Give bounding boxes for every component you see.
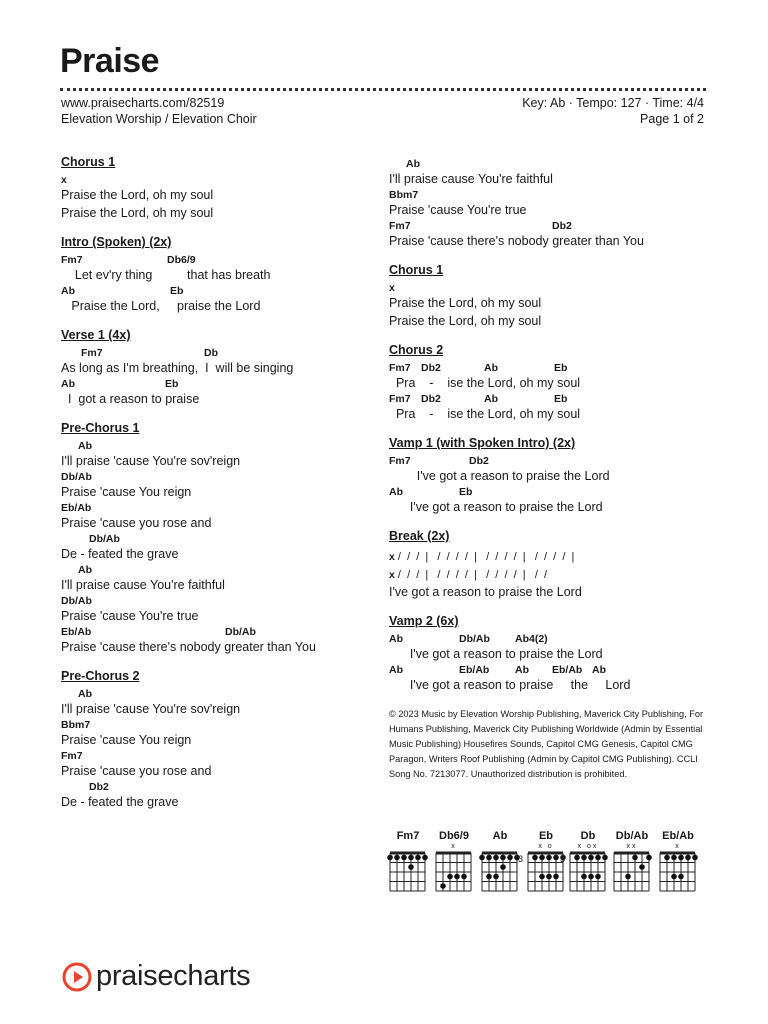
finger-dot: [581, 874, 587, 880]
chord-symbol: Db2: [89, 781, 109, 793]
section-break: [389, 529, 709, 600]
fret-number: 3: [560, 854, 566, 864]
chord-symbol: Db2: [421, 362, 441, 374]
finger-dot: [685, 855, 691, 861]
chord-diagram-name: Fm7: [396, 830, 420, 842]
fret-number: 3: [518, 854, 524, 864]
chord-lyric-line: [61, 378, 371, 407]
finger-dot: [539, 855, 545, 861]
finger-dot: [447, 874, 453, 880]
chord-diagram-name: Eb/Ab: [662, 830, 694, 842]
finger-dot: [408, 855, 414, 861]
chord-row: [389, 189, 709, 202]
string-marks: x ox: [577, 843, 599, 850]
chord-lyric-line: [61, 471, 371, 500]
finger-dot: [692, 855, 698, 861]
section-title: Chorus 1: [389, 263, 444, 277]
lyric-line: Praise 'cause You're true: [389, 203, 527, 217]
pre-chorus-2-continued: [389, 158, 709, 249]
chord-diagram: [560, 830, 610, 900]
lyric-line: Praise the Lord, praise the Lord: [61, 299, 261, 313]
finger-dot: [678, 855, 684, 861]
chord-lyric-line: [61, 440, 371, 469]
chord-symbol: Eb: [170, 285, 184, 297]
finger-dot: [415, 855, 421, 861]
section-title: Intro (Spoken) (2x): [61, 235, 172, 249]
finger-dot: [507, 855, 513, 861]
lyric-line: Praise 'cause you rose and: [61, 516, 212, 530]
section-title: Break (2x): [389, 529, 450, 543]
chord-diagram: [610, 830, 654, 900]
chord-diagram-icon: [432, 851, 474, 895]
string-marks: x o: [538, 843, 554, 850]
chord-symbol: Db2: [552, 220, 572, 232]
praisecharts-logo[interactable]: [62, 960, 250, 993]
chord-lyric-line: [61, 347, 371, 376]
chord-symbol: Db2: [421, 393, 441, 405]
chord-diagram-name: Eb: [538, 830, 554, 842]
finger-dot: [546, 874, 552, 880]
chord-row: [61, 626, 371, 639]
lyric-line: De - feated the grave: [61, 795, 179, 809]
section-vamp-2: [389, 614, 709, 693]
lyric-line: Praise the Lord, oh my soul: [389, 314, 542, 328]
finger-dot: [401, 855, 407, 861]
string-marks: xx: [626, 843, 638, 850]
finger-dot: [588, 874, 594, 880]
song-section: [61, 328, 371, 407]
lyric-line: Praise 'cause You reign: [61, 485, 192, 499]
chord-symbol: Bbm7: [389, 189, 419, 201]
lyric-line: Praise the Lord, oh my soul: [61, 188, 214, 202]
finger-dot: [500, 855, 506, 861]
play-logo-icon: [62, 962, 92, 992]
lyric-line: Praise the Lord, oh my soul: [389, 296, 542, 310]
chord-row: [389, 455, 709, 468]
finger-dot: [671, 855, 677, 861]
chord-lyric-line: [61, 750, 371, 779]
finger-dot: [553, 874, 559, 880]
chord-symbol: Ab: [78, 688, 92, 700]
finger-dot: [422, 855, 428, 861]
lyric-line: I've got a reason to praise the Lord: [389, 469, 610, 483]
title-divider: [60, 88, 706, 91]
chord-lyric-line: [61, 533, 371, 562]
chord-row: [61, 502, 371, 515]
lyric-line: Pra - ise the Lord, oh my soul: [389, 376, 581, 390]
chord-diagram: [386, 830, 430, 900]
chord-symbol: Eb: [459, 486, 473, 498]
page-number: Page 1 of 2: [640, 112, 704, 126]
chord-lyric-line: [61, 502, 371, 531]
chord-row: [389, 393, 709, 406]
string-marks: [386, 843, 430, 851]
chord-lyric-line: [389, 220, 709, 249]
chord-symbol: Bbm7: [61, 719, 91, 731]
key-tempo-time: Key: Ab · Tempo: 127 · Time: 4/4: [522, 96, 704, 110]
finger-dot: [646, 855, 652, 861]
chord-row: [61, 533, 371, 546]
chord-symbol: Ab: [484, 393, 498, 405]
finger-dot: [671, 874, 677, 880]
finger-dot: [479, 855, 485, 861]
chord-symbol: Ab: [406, 158, 420, 170]
song-section: [61, 235, 371, 314]
song-section: [61, 421, 371, 655]
chord-row: [389, 362, 709, 375]
finger-dot: [461, 874, 467, 880]
chord-diagram-name: Db6/9: [439, 830, 469, 842]
chord-symbol: Db: [204, 347, 218, 359]
lyric-line: Pra - ise the Lord, oh my soul: [389, 407, 581, 421]
chord-symbol: Ab: [389, 486, 403, 498]
chord-row: [389, 633, 709, 646]
song-section: [389, 343, 709, 422]
finger-dot: [486, 855, 492, 861]
chord-lyric-line: [389, 486, 709, 515]
chord-symbol: Fm7: [81, 347, 103, 359]
chord-symbol: Eb: [165, 378, 179, 390]
lyric-line: I've got a reason to praise the Lord: [389, 585, 582, 599]
lyric-line: I've got a reason to praise the Lord: [389, 647, 603, 661]
song-title: Praise: [60, 42, 160, 80]
chord-row: [61, 174, 371, 187]
chord-diagram-name: Db: [580, 830, 596, 842]
finger-dot: [553, 855, 559, 861]
lyric-line: Praise the Lord, oh my soul: [61, 206, 214, 220]
chord-symbol: Fm7: [389, 362, 411, 374]
section-title: Vamp 2 (6x): [389, 614, 459, 628]
finger-dot: [500, 864, 506, 870]
chord-row: [389, 664, 709, 677]
finger-dot: [595, 855, 601, 861]
finger-dot: [493, 874, 499, 880]
chord-symbol: Ab: [78, 440, 92, 452]
chord-symbol: Db/Ab: [459, 633, 490, 645]
chord-diagram: [432, 830, 476, 900]
lyric-line: I've got a reason to praise the Lord: [389, 500, 603, 514]
source-url[interactable]: www.praisecharts.com/82519: [61, 96, 225, 110]
chord-symbol: Eb/Ab: [459, 664, 490, 676]
lyric-line: I'll praise cause You're faithful: [61, 578, 225, 592]
logo-text: praisecharts: [96, 960, 251, 992]
section-title: Pre-Chorus 1: [61, 421, 140, 435]
lyric-line: Praise 'cause there's nobody greater than You: [61, 640, 316, 654]
lyric-line: I'll praise 'cause You're sov'reign: [61, 702, 241, 716]
chord-diagram-icon: [566, 851, 608, 895]
copyright-notice: © 2023 Music by Elevation Worship Publishing, Maverick City Publishing, For Humans Publishing, Maverick City Publishing Worldwide (Admin by Essential Music Publishing) Housefires Sounds, Capitol CMG Genesis, Capitol CMG Paragon, Writers Roof Publishing (Admin by Capitol CMG Publishing). CCLI Song No. 7213077. Unauthorized distribution is prohibited.: [389, 709, 704, 779]
chord-lyric-line: [389, 189, 709, 218]
lyric-line: I've got a reason to praise the Lord: [389, 678, 631, 692]
finger-dot: [595, 874, 601, 880]
artist-name: Elevation Worship / Elevation Choir: [61, 112, 257, 126]
chord-diagram-icon: [478, 851, 520, 895]
finger-dot: [532, 855, 538, 861]
chord-diagram-icon: [386, 851, 428, 895]
column-left: [61, 155, 371, 824]
finger-dot: [664, 855, 670, 861]
chord-lyric-line: [389, 282, 709, 311]
chord-symbol: Fm7: [61, 750, 83, 762]
chord-diagrams: [386, 830, 716, 900]
chord-lyric-line: [389, 664, 709, 693]
lyric-line: I'll praise cause You're faithful: [389, 172, 553, 186]
finger-dot: [602, 855, 608, 861]
chord-symbol: Db2: [469, 455, 489, 467]
chord-symbol: Db/Ab: [89, 533, 120, 545]
finger-dot: [387, 855, 393, 861]
chord-symbol: Eb/Ab: [61, 502, 92, 514]
section-title: Pre-Chorus 2: [61, 669, 140, 683]
chord-row: [61, 471, 371, 484]
lyric-line: Praise 'cause there's nobody greater than You: [389, 234, 644, 248]
chord-lyric-line: [389, 393, 709, 422]
chord-diagram: [518, 830, 568, 900]
chord-row: [61, 719, 371, 732]
song-section: [61, 155, 371, 221]
chord-symbol: Eb/Ab: [552, 664, 583, 676]
lyric-line: Praise 'cause you rose and: [61, 764, 212, 778]
chord-lyric-line: [389, 455, 709, 484]
chord-lyric-line: [61, 174, 371, 203]
chord-symbol: x: [61, 174, 67, 186]
chord-lyric-line: [61, 285, 371, 314]
finger-dot: [588, 855, 594, 861]
chord-row: [61, 440, 371, 453]
chord-symbol: Eb/Ab: [61, 626, 92, 638]
chord-diagram: [478, 830, 522, 900]
chord-lyric-line: [61, 688, 371, 717]
chord-symbol: Ab: [515, 664, 529, 676]
finger-dot: [632, 855, 638, 861]
chord-symbol: Ab: [78, 564, 92, 576]
chord-row: [61, 750, 371, 763]
finger-dot: [493, 855, 499, 861]
chord-lyric-line: [61, 781, 371, 810]
chord-diagram: [656, 830, 700, 900]
song-section: [61, 669, 371, 810]
chord-row: [61, 347, 371, 360]
chord-symbol: Db/Ab: [225, 626, 256, 638]
lyric-line: Praise 'cause You reign: [61, 733, 192, 747]
chord-lyric-line: [389, 633, 709, 662]
break-bar-row: x / / / | / / / / | / / / / | / /: [389, 569, 548, 581]
section-title: Chorus 1: [61, 155, 116, 169]
finger-dot: [678, 874, 684, 880]
chord-row: [61, 688, 371, 701]
chord-row: [61, 378, 371, 391]
song-section: [389, 436, 709, 515]
chord-symbol: Fm7: [61, 254, 83, 266]
section-title: Verse 1 (4x): [61, 328, 131, 342]
chord-symbol: Eb: [554, 393, 568, 405]
finger-dot: [539, 874, 545, 880]
chord-symbol: Ab: [592, 664, 606, 676]
break-bar-row: x / / / | / / / / | / / / / | / / / / |: [389, 551, 575, 563]
chord-symbol: Ab4(2): [515, 633, 548, 645]
song-section: [389, 263, 709, 329]
lyric-line: As long as I'm breathing, I will be singing: [61, 361, 294, 375]
chord-row: [61, 564, 371, 577]
finger-dot: [581, 855, 587, 861]
chord-diagram-icon: [610, 851, 652, 895]
chord-symbol: Ab: [389, 664, 403, 676]
chord-lyric-line: [61, 626, 371, 655]
finger-dot: [454, 874, 460, 880]
finger-dot: [546, 855, 552, 861]
chord-symbol: Ab: [61, 285, 75, 297]
finger-dot: [408, 864, 414, 870]
string-marks: x: [675, 843, 681, 850]
section-title: Vamp 1 (with Spoken Intro) (2x): [389, 436, 576, 450]
chord-symbol: Fm7: [389, 455, 411, 467]
chord-lyric-line: [61, 595, 371, 624]
chord-lyric-line: [61, 564, 371, 593]
chord-diagram-name: Db/Ab: [615, 830, 649, 842]
chord-row: [61, 254, 371, 267]
chord-symbol: x: [389, 282, 395, 294]
chord-lyric-line: [61, 254, 371, 283]
chord-symbol: Eb: [554, 362, 568, 374]
chord-lyric-line: [389, 362, 709, 391]
chord-symbol: Fm7: [389, 393, 411, 405]
lyric-line: I'll praise 'cause You're sov'reign: [61, 454, 241, 468]
finger-dot: [394, 855, 400, 861]
chord-diagram-name: Ab: [492, 830, 508, 842]
chord-row: [61, 781, 371, 794]
lyric-line: Praise 'cause You're true: [61, 609, 199, 623]
chord-lyric-line: [61, 719, 371, 748]
lyric-line: I got a reason to praise: [61, 392, 200, 406]
chord-lyric-line: [389, 313, 709, 329]
finger-dot: [639, 864, 645, 870]
chord-row: [389, 282, 709, 295]
string-marks: x: [451, 843, 457, 850]
chord-row: [61, 285, 371, 298]
chord-lyric-line: [389, 158, 709, 187]
chord-row: [61, 595, 371, 608]
chord-diagram-icon: [656, 851, 698, 895]
chord-symbol: Db/Ab: [61, 595, 92, 607]
chord-symbol: Db6/9: [167, 254, 196, 266]
finger-dot: [625, 874, 631, 880]
lyric-line: De - feated the grave: [61, 547, 179, 561]
chord-row: [389, 486, 709, 499]
lyric-line: Let ev'ry thing that has breath: [61, 268, 271, 282]
column-right: [389, 158, 709, 782]
chord-symbol: Fm7: [389, 220, 411, 232]
chord-symbol: Ab: [484, 362, 498, 374]
chord-symbol: Ab: [61, 378, 75, 390]
string-marks: [478, 843, 522, 851]
finger-dot: [574, 855, 580, 861]
finger-dot: [440, 883, 446, 889]
chord-row: [389, 158, 709, 171]
chord-symbol: Db/Ab: [61, 471, 92, 483]
chord-row: [389, 220, 709, 233]
chord-symbol: Ab: [389, 633, 403, 645]
finger-dot: [486, 874, 492, 880]
chord-lyric-line: [61, 205, 371, 221]
section-title: Chorus 2: [389, 343, 444, 357]
